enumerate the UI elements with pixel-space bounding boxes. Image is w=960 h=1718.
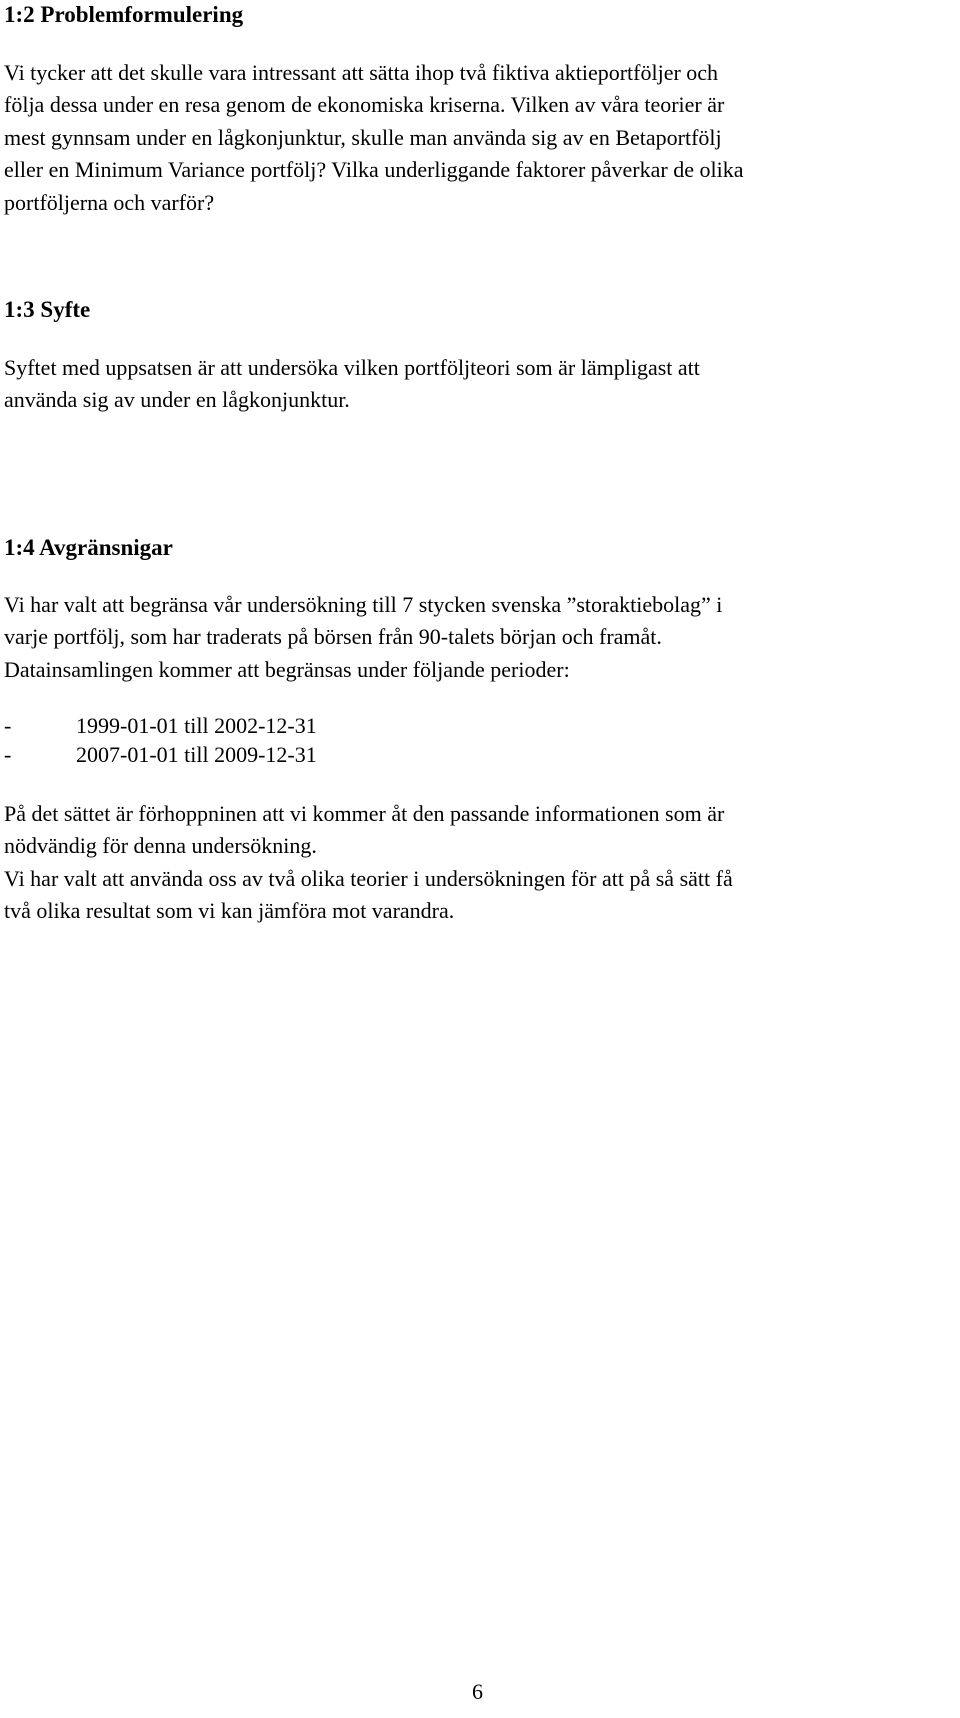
- paragraph-syfte: [4, 352, 954, 417]
- text-line: Vi tycker att det skulle vara intressant att sätta ihop två fiktiva aktieportföljer och: [4, 60, 719, 85]
- heading-syfte: 1:3 Syfte: [4, 297, 91, 322]
- text-line: följa dessa under en resa genom de ekonomiska kriserna. Vilken av våra teorier är: [4, 92, 725, 118]
- text-line: eller en Minimum Variance portfölj? Vilka underliggande faktorer påverkar de olika: [4, 157, 744, 183]
- heading-avgransningar: 1:4 Avgränsnigar: [4, 535, 173, 560]
- text-line: använda sig av under en lågkonjunktur.: [4, 387, 350, 413]
- text-line: portföljerna och varför?: [4, 189, 215, 215]
- text-line: Vi har valt att begränsa vår undersökning till 7 stycken svenska ”storaktiebolag” i: [4, 592, 723, 617]
- text-line: varje portfölj, som har traderats på börsen från 90-talets början och framåt.: [4, 624, 662, 650]
- paragraph-avgransningar: [4, 589, 954, 686]
- text-line: Datainsamlingen kommer att begränsas under följande perioder:: [4, 656, 570, 682]
- page-number: 6: [472, 1679, 483, 1704]
- list-item-period-2: [4, 740, 317, 770]
- period-text: 1999-01-01 till 2002-12-31: [76, 713, 317, 738]
- list-item-period-1: [4, 711, 317, 741]
- text-line: två olika resultat som vi kan jämföra mot varandra.: [4, 898, 455, 924]
- heading-problemformulering: 1:2 Problemformulering: [4, 2, 244, 27]
- list-marker: -: [4, 742, 12, 767]
- paragraph-problemformulering: [4, 57, 954, 219]
- text-line: Syftet med uppsatsen är att undersöka vilken portföljteori som är lämpligast att: [4, 355, 700, 380]
- text-line: mest gynnsam under en lågkonjunktur, skulle man använda sig av en Betaportfölj: [4, 124, 722, 150]
- text-line: På det sättet är förhoppninen att vi kommer åt den passande informationen som är: [4, 801, 725, 826]
- text-line: nödvändig för denna undersökning.: [4, 833, 317, 859]
- period-text: 2007-01-01 till 2009-12-31: [76, 742, 317, 767]
- paragraph-closing: [4, 798, 954, 928]
- list-marker: -: [4, 713, 12, 738]
- text-line: Vi har valt att använda oss av två olika teorier i undersökningen för att på så sätt få: [4, 865, 733, 891]
